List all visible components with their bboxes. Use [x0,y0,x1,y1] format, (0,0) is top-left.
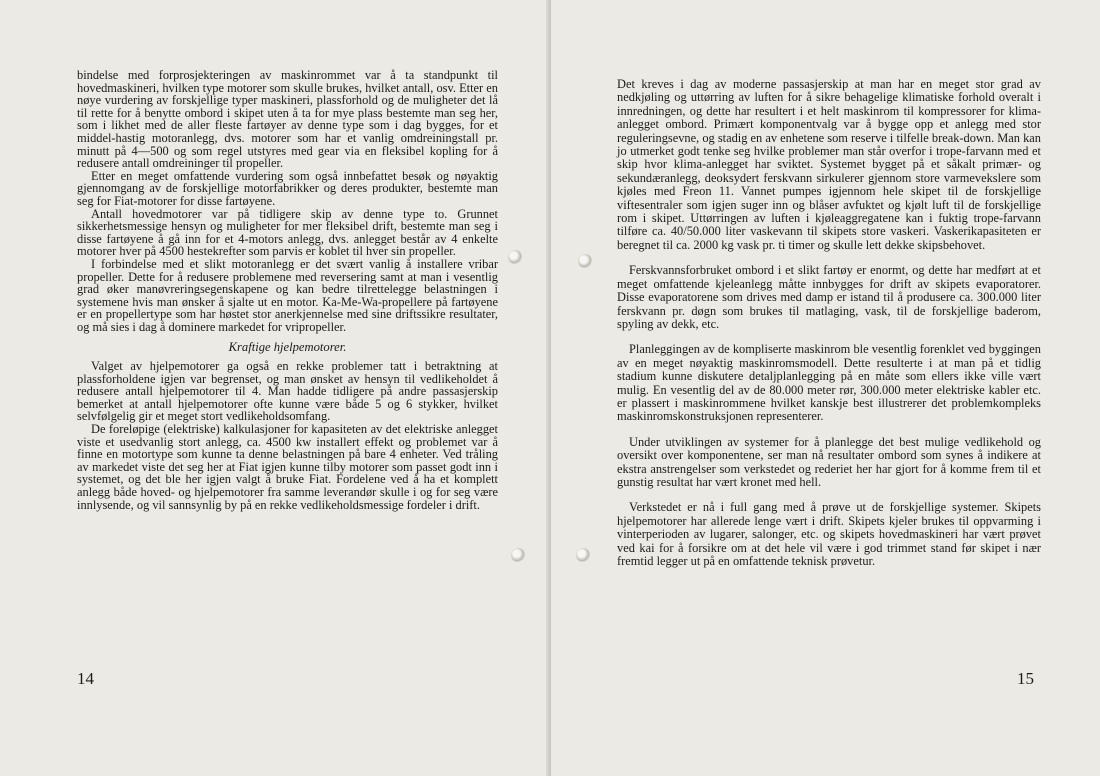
binder-hole-icon [578,254,592,268]
paragraph: Verkstedet er nå i full gang med å prøve ut de forskjellige systemer. Skipets hjelpemotorer har allerede lenge vært i drift. Skipets kjeler brukes til oppvarming i vinterperioden av lugarer, salonger, etc. og skipets hovedmaskineri har vært prøvet ved kai for å forsikre om at det hele vil være i god trimmet stand før skipet i nær fremtid legger ut på en omfattende teknisk prøvetur. [617,500,1041,568]
paragraph: Ferskvannsforbruket ombord i et slikt fartøy er enormt, og dette har medført at et meget omfattende kjeleanlegg måtte innbygges for drift av skipets evaporatorer. Disse evaporatorene som drives med damp er istand til å produsere ca. 300.000 liter ferskvann pr. døgn som brukes til matlaging, vask, til de forskjellige baderom, spyling av dekk, etc. [617,263,1041,331]
paragraph: Under utviklingen av systemer for å planlegge det best mulige vedlikehold og oversikt over komponentene, ser man nå resultater ombord som synes å indikere at ekstra anstrengelser som verkstedet og rederiet her har gjort for å komme frem til et gunstig resultat har vært kronet med hell. [617,434,1041,489]
paragraph: Antall hovedmotorer var på tidligere skip av denne type to. Grunnet sikkerhetsmessige hensyn og muligheter for mer fleksibel drift, bestemte man seg i disse fartøyene å gå inn for et 4-motors anlegg, dvs. anlegget består av 4 enkelte motorer hver på 4500 hestekrefter som parvis er koblet til hver sin propeller. [77,206,498,259]
paragraph: De foreløpige (elektriske) kalkulasjoner for kapasiteten av det elektriske anlegget viste et usedvanlig stort anlegg, ca. 4500 kw installert effekt og problemet var å finne en motortype som kunne ta denne belastningen på bare 4 enheter. Ved tråling av markedet viste det seg her at Fiat igjen kunne tilby motorer som passet godt inn i systemet, og det ble her igjen valgt å bruke Fiat. Fordelene ved å ha et komplett anlegg både hoved- og hjelpemotorer fra samme leverandør skulle i og for seg være innlysende, og vil sannsynlig by på en rekke vedlikeholdsmessige fordeler i drift. [77,422,498,512]
paragraph: Etter en meget omfattende vurdering som også innbefattet besøk og nøyaktig gjennomgang av de forskjellige motorfabrikker og deres produkter, bestemte man seg for Fiat-motorer for disse fartøyene. [77,168,498,208]
left-text-column [77,69,498,511]
paragraph: bindelse med forprosjekteringen av maskinrommet var å ta standpunkt til hovedmaskineri, hvilken type motorer som skulle brukes, hvilket antall, osv. Etter en nøye vurdering av forskjellige typer maskineri, plassforhold og de muligheter det lå til rette for å benytte ombord i skipet uten å ta for mye plass bestemte man seg her, som i likhet med de aller fleste fartøyer av denne type som i dag bygges, for et middel-hastig motoranlegg, dvs. motorer som har et vanlig omdreiningstall pr. minutt på 4—500 og som regel utstyres med gear via en fleksibel kopling for å redusere antall omdreininger til propeller. [77,68,498,171]
binder-hole-icon [511,548,525,562]
paragraph: Valget av hjelpemotorer ga også en rekke problemer tatt i betraktning at plassforholdene igjen var begrenset, og man ønsket av hensyn til vedlikeholdet å redusere antall hjelpemotorer til 4. Man hadde tidligere på andre passasjerskip bemerket at antall hjelpemotorer ofte kunne være både 5 og 6 stykker, hvilket selvfølgelig gir et meget stort vedlikeholdsomfang. [77,359,498,424]
page-number: 14 [77,669,94,688]
paragraph: Planleggingen av de kompliserte maskinrom ble vesentlig forenklet ved byggingen av en meget nøyaktig maskinromsmodell. Dette resulterte i at man på et tidlig stadium kunne diskutere detaljplanlegging på en måte som ellers ikke ville vært mulig. En vesentlig del av de 80.000 meter rør, 300.000 meter elektriske kabler etc. er plassert i maskinrommene hvilket kanskje best illustrerer det problemkompleks maskinromskonstruksjonen representerer. [617,342,1041,424]
paragraph: Det kreves i dag av moderne passasjerskip at man har en meget stor grad av nedkjøling og uttørring av luften for å sikre behagelige klimatiske forhold overalt i innredningen, og dette har resultert i et helt maskinrom til kompressorer for klima-anlegget ombord. Primært komponentvalg var å bygge opp et anlegg med stor reguleringsevne, og stadig en av enhetene som reserve i tilfelle break-down. Man kan jo utmerket godt tenke seg hvilke problemer man står overfor i trope-farvann med et skip hvor klima-anlegget har sviktet. Systemet bygget på et såkalt primær- og sekundæranlegg, deoksydert ferskvann sirkulerer gjennom store varmevekslere som kjøles med Freon 11. Vannet pumpes igjennom hele skipet til de forskjellige viftesentraler som igjen suger inn og blåser avfuktet og kjølt luft til de forskjellige rom i skipet. Uttørringen av luften i kjøleaggregatene kan i fuktig trope-farvann tilføre ca. 40/50.000 liter vaskevann til skipets store vaskeri. Vaskerikapasiteten er beregnet til ca. 2000 kg vask pr. ti timer og skulle lett dekke skipsbehovet. [617,77,1041,252]
right-text-column [617,78,1041,580]
page-number: 15 [1017,669,1034,688]
binder-hole-icon [508,250,522,264]
right-page [551,0,1100,776]
binder-hole-icon [576,548,590,562]
section-subheading: Kraftige hjelpemotorer. [228,340,347,355]
paragraph: I forbindelse med et slikt motoranlegg er det svært vanlig å installere vribar propeller. Dette for å redusere problemene med reversering samt at man i vesentlig grad øker manøvreringsegenskapene og kan bedre tilrettelegge belastningen i systemene hvis man ønsker å sjalte ut en motor. Ka-Me-Wa-propellere på fartøyene er en propellertype som har høstet stor anerkjennelse med sine driftssikre resultater, og må sies i dag å dominere markedet for vripropeller. [77,256,498,334]
